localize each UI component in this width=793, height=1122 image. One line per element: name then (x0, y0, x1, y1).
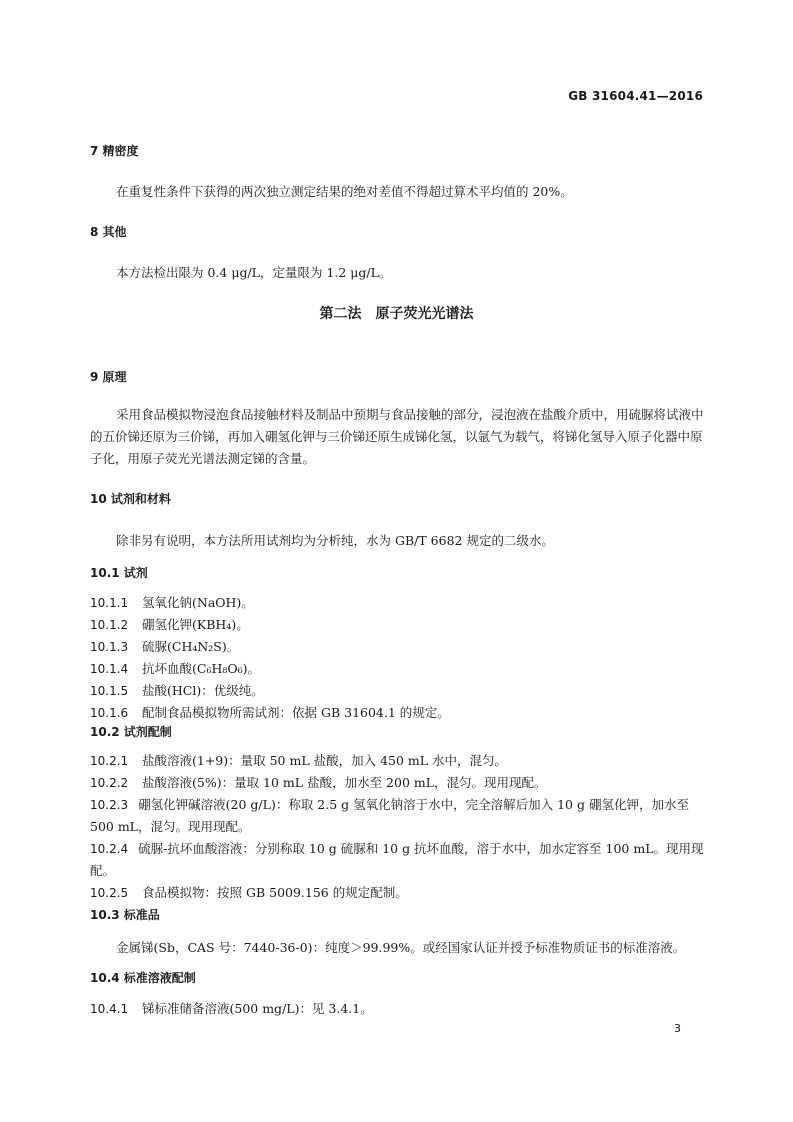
item-text: 盐酸溶液(1+9)：量取 50 mL 盐酸，加入 450 mL 水中，混匀。 (142, 753, 508, 768)
item-number: 10.2.1 (90, 754, 129, 768)
list-item (90, 636, 705, 658)
section-10-3-heading: 10.3 标准品 (90, 908, 160, 922)
item-text: 硼氢化钾(KBH₄)。 (142, 617, 249, 632)
section-8-text: 本方法检出限为 0.4 μg/L，定量限为 1.2 μg/L。 (116, 265, 392, 280)
section-10-heading: 10 试剂和材料 (90, 492, 171, 506)
section-9-text: 采用食品模拟物浸泡食品接触材料及制品中预期与食品接触的部分，浸泡液在盐酸介质中，用硫脲将试液中的五价锑还原为三价锑，再加入硼氢化钾与三价锑还原生成锑化氢，以氩气为载气，将锑化氢导入原子化器中原子化，用原子荧光光谱法测定锑的含量。 (90, 407, 704, 466)
page-number: 3 (674, 1022, 681, 1035)
item-number: 10.1.3 (90, 640, 129, 654)
section-10-2-heading: 10.2 试剂配制 (90, 725, 172, 739)
list-item (90, 998, 705, 1020)
list-item (90, 592, 705, 614)
item-number: 10.2.5 (90, 886, 129, 900)
list-item (90, 882, 705, 904)
item-number: 10.1.5 (90, 684, 129, 698)
item-number: 10.4.1 (90, 1002, 129, 1016)
item-text: 配制食品模拟物所需试剂：依据 GB 31604.1 的规定。 (142, 705, 450, 720)
section-9-heading: 9 原理 (90, 370, 127, 384)
section-10-3-text: 金属锑(Sb，CAS 号：7440-36-0)：纯度＞99.99%。或经国家认证并授予标准物质证书的标准溶液。 (116, 940, 686, 955)
method-2-title: 第二法 原子荧光光谱法 (319, 306, 474, 322)
section-10-1-heading: 10.1 试剂 (90, 566, 148, 580)
item-number: 10.2.2 (90, 776, 129, 790)
list-item (90, 680, 705, 702)
item-text: 抗坏血酸(C₆H₈O₆)。 (142, 661, 260, 676)
item-number: 10.2.4 (90, 842, 129, 856)
section-7-text: 在重复性条件下获得的两次独立测定结果的绝对差值不得超过算术平均值的 20%。 (116, 184, 573, 199)
item-text: 硼氢化钾碱溶液(20 g/L)：称取 2.5 g 氢氧化钠溶于水中，完全溶解后加入 10 g 硼氢化钾，加水至 500 mL，混匀。现用现配。 (90, 797, 689, 834)
list-item (90, 658, 705, 680)
list-item (90, 794, 705, 838)
item-text: 食品模拟物：按照 GB 5009.156 的规定配制。 (142, 885, 408, 900)
section-7-heading: 7 精密度 (90, 144, 139, 158)
standard-solution-list (90, 998, 705, 1020)
standard-code: GB 31604.41—2016 (568, 89, 703, 103)
item-number: 10.1.2 (90, 618, 129, 632)
item-number: 10.1.1 (90, 596, 129, 610)
item-text: 氢氧化钠(NaOH)。 (142, 595, 254, 610)
item-text: 硫脲-抗坏血酸溶液：分别称取 10 g 硫脲和 10 g 抗坏血酸，溶于水中，加水定容至 100 mL。现用现配。 (90, 841, 704, 878)
section-10-4-heading: 10.4 标准溶液配制 (90, 971, 196, 985)
item-number: 10.2.3 (90, 798, 129, 812)
section-10-intro: 除非另有说明，本方法所用试剂均为分析纯，水为 GB/T 6682 规定的二级水。 (116, 533, 554, 548)
section-8-heading: 8 其他 (90, 225, 127, 239)
list-item (90, 838, 705, 882)
list-item (90, 614, 705, 636)
item-text: 盐酸溶液(5%)：量取 10 mL 盐酸，加水至 200 mL，混匀。现用现配。 (142, 775, 547, 790)
reagent-list (90, 592, 705, 724)
list-item (90, 750, 705, 772)
item-number: 10.1.6 (90, 706, 129, 720)
item-text: 硫脲(CH₄N₂S)。 (142, 639, 240, 654)
item-text: 盐酸(HCl)：优级纯。 (142, 683, 264, 698)
item-number: 10.1.4 (90, 662, 129, 676)
item-text: 锑标准储备溶液(500 mg/L)：见 3.4.1。 (142, 1001, 373, 1016)
list-item (90, 772, 705, 794)
reagent-preparation-list (90, 750, 705, 904)
